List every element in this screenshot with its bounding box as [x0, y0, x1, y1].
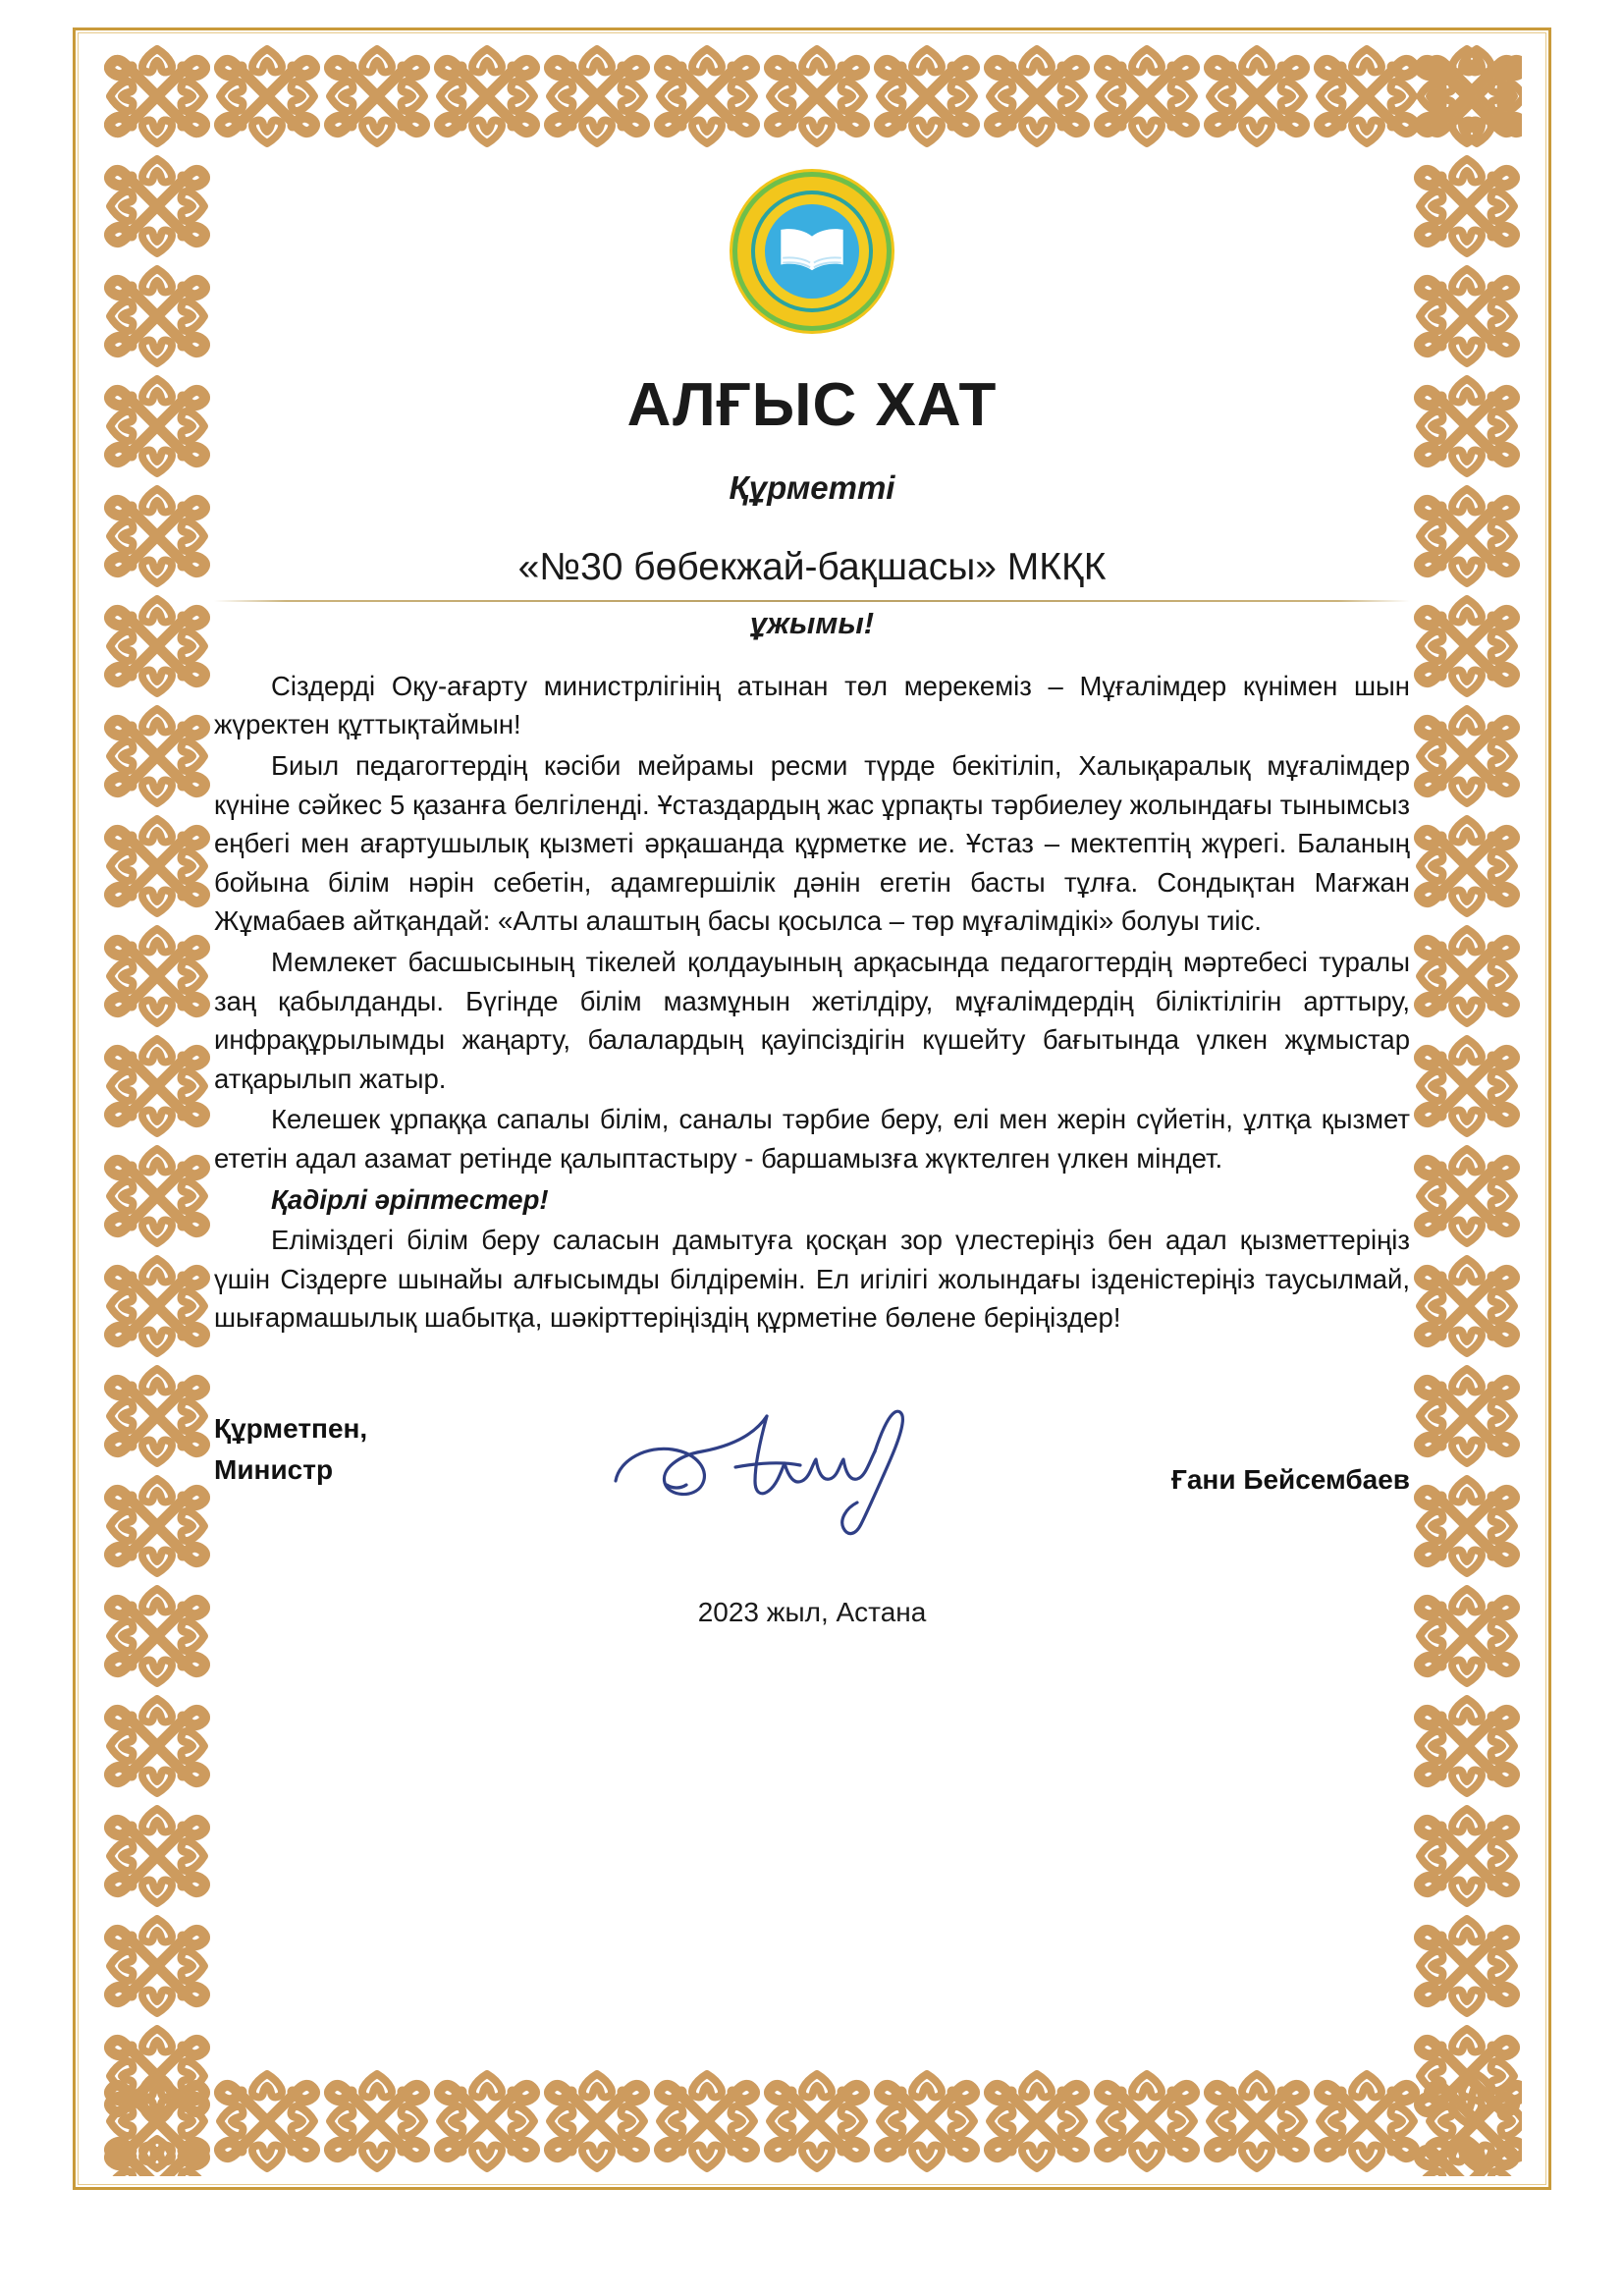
date-place: 2023 жыл, Астана: [697, 1596, 927, 1627]
paragraph: Биыл педагогтердің кәсіби мейрамы ресми түрде бекітіліп, Халықаралық мұғалімдер күніне сәйкес 5 қазанға белгіленді. Ұстаздардың жас ұрпақты тәрбиелеу жолындағы тынымсыз еңбегі мен ағартушылық қызметі әрқашанда құрметке ие. Ұстаз – мектептің жүрегі. Баланың бойына білім нәрін себетін, адамгершілік дәнін егетін басты тұлға. Сондықтан Мағжан Жұмабаев айтқандай: «Алты алаштың басы қосылса – төр мұғалімдікі» болуы тиіс.: [214, 750, 1410, 937]
signature-block: [214, 1408, 1410, 1542]
salutation: Құрметті: [729, 469, 895, 506]
page-title: АЛҒЫС ХАТ: [626, 371, 998, 439]
section-subheading: Қадірлі әріптестер!: [271, 1183, 549, 1215]
paragraph: Еліміздегі білім беру саласын дамытуға қосқан зор үлестеріңіз бен адал қызметтеріңіз үшін Сіздерге шынайы алғысымды білдіремін. Ел игілігі жолындағы ізденістеріңіз таусылмай, шығармашылық шабытқа, шәкірттеріңіздің құрметіне бөлене беріңіздер!: [214, 1225, 1410, 1334]
ornament-border-right: [1412, 41, 1522, 2176]
position-line: Министр: [214, 1453, 334, 1485]
certificate-content: [214, 147, 1410, 2070]
ministry-seal-icon: [730, 169, 894, 334]
signer-role: [214, 1408, 367, 1491]
divider-rule: [214, 600, 1410, 602]
paragraph: Келешек ұрпаққа сапалы білім, саналы тәрбие беру, елі мен жерін сүйетін, ұлтқа қызмет ететін адал азамат ретінде қалыптастыру - баршамызға жүктелген үлкен міндет.: [214, 1104, 1410, 1174]
open-book-icon: [765, 204, 859, 299]
organization-name: «№30 бөбекжай-бақшасы» МКҚК: [517, 546, 1107, 588]
collective-label: ұжымы!: [749, 605, 875, 640]
signer-name: Ғани Бейсембаев: [1170, 1463, 1410, 1495]
paragraph: Мемлекет басшысының тікелей қолдауының арқасында педагогтердің мәртебесі туралы заң қабылданды. Бүгінде білім мазмұнын жетілдіру, мұғалімдердің біліктілігін арттыру, инфрақұрылымды жаңарту, балалардың қауіпсіздігін күшейту бағытында үлкен жұмыстар атқарылып жатыр.: [214, 947, 1410, 1094]
regards-line: Құрметпен,: [214, 1412, 368, 1444]
ornament-border-left: [102, 41, 212, 2176]
signature-mark-container: [367, 1408, 1171, 1542]
emblem-container: [214, 169, 1410, 334]
letter-body: [214, 667, 1410, 1338]
ornament-border-bottom: [102, 2066, 1522, 2176]
handwritten-signature-icon: [608, 1394, 932, 1542]
paragraph: Сіздерді Оқу-ағарту министрлігінің атынан төл мерекеміз – Мұғалімдер күнімен шын жүректен құттықтаймын!: [214, 670, 1410, 740]
ornament-border-top: [102, 41, 1522, 151]
